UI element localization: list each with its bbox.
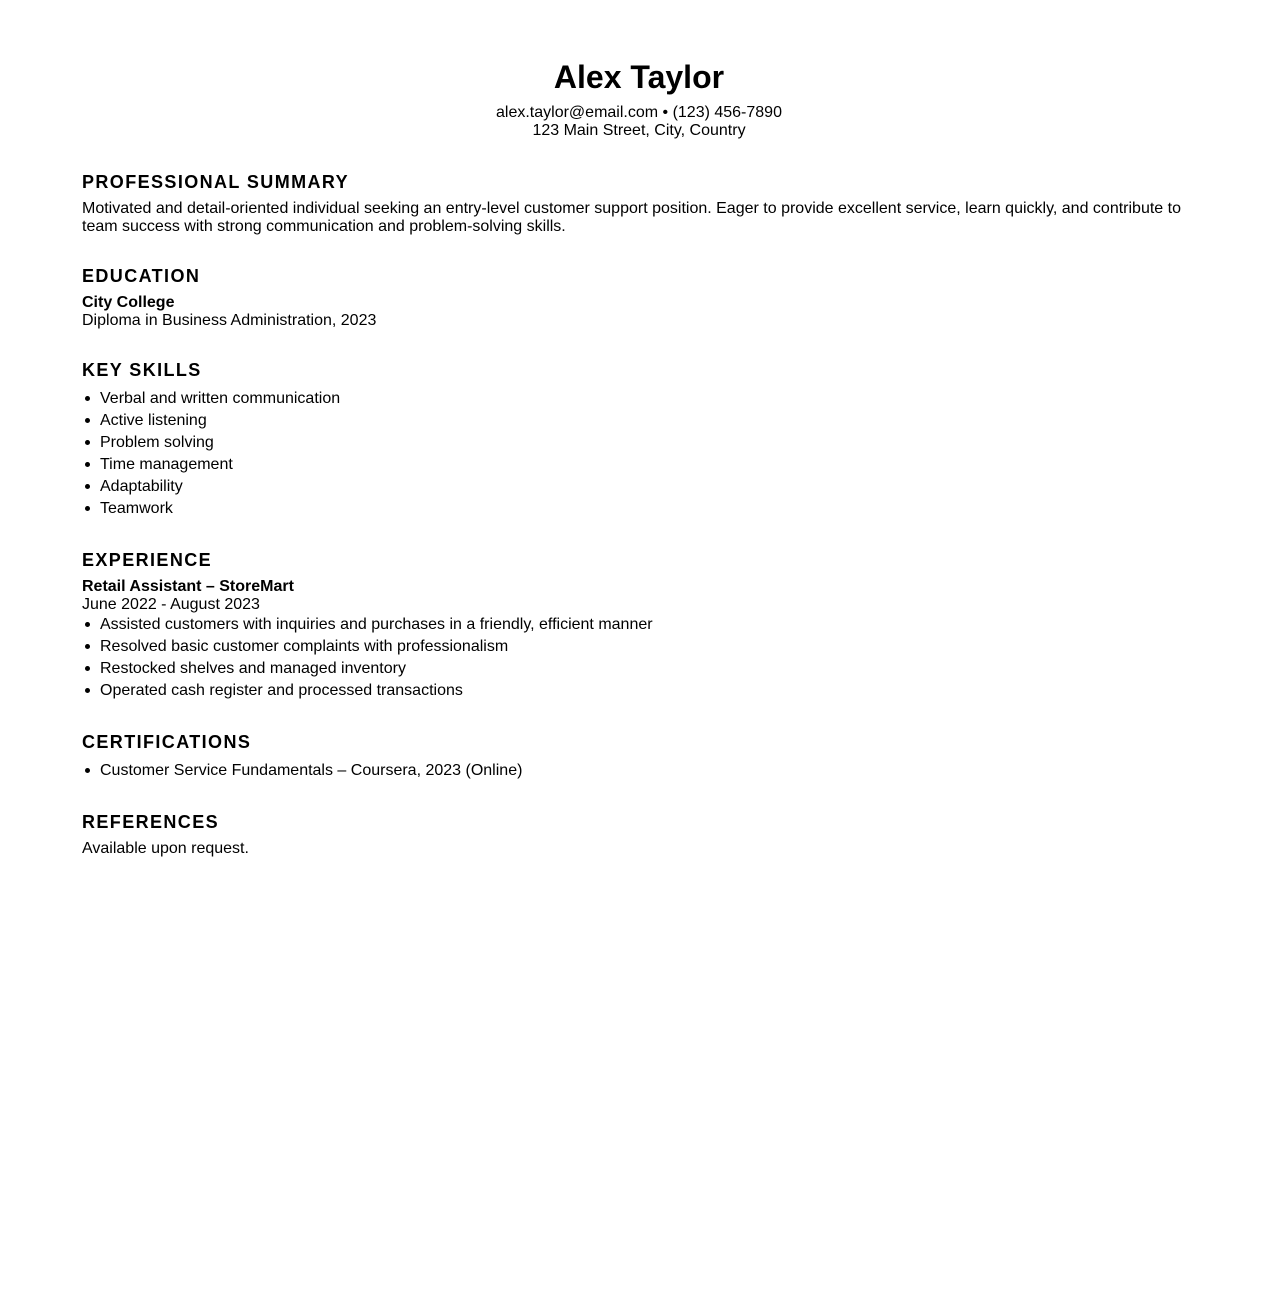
contact-email-phone: alex.taylor@email.com • (123) 456-7890 — [496, 104, 782, 121]
experience-dates: June 2022 - August 2023 — [82, 596, 260, 613]
section-skills — [82, 360, 1196, 520]
experience-role: Retail Assistant – StoreMart — [82, 578, 294, 595]
experience-duty-item: Assisted customers with inquiries and purchases in a friendly, efficient manner — [82, 614, 1196, 636]
candidate-name: Alex Taylor — [553, 59, 725, 95]
section-title-skills: KEY SKILLS — [82, 360, 202, 380]
section-title-certifications: CERTIFICATIONS — [82, 732, 252, 752]
experience-duty-item: Resolved basic customer complaints with professionalism — [82, 636, 1196, 658]
section-title-references: REFERENCES — [82, 812, 220, 832]
skills-list — [82, 388, 1196, 520]
skill-item: Teamwork — [82, 498, 1196, 520]
skill-item: Time management — [82, 454, 1196, 476]
skill-item: Problem solving — [82, 432, 1196, 454]
section-title-experience: EXPERIENCE — [82, 550, 213, 570]
education-school: City College — [82, 294, 175, 311]
skill-item: Verbal and written communication — [82, 388, 1196, 410]
education-degree: Diploma in Business Administration, 2023 — [82, 312, 377, 329]
summary-text: Motivated and detail-oriented individual seeking an entry-level customer support position. Eager to provide excellent service, learn quickly, and contribute to team success with strong communication and problem-solving skills. — [82, 200, 1181, 235]
resume-header — [82, 0, 1196, 140]
section-references — [82, 812, 1196, 858]
experience-duties-list — [82, 614, 1196, 702]
resume-page — [82, 0, 1196, 858]
section-title-education: EDUCATION — [82, 266, 201, 286]
skill-item: Adaptability — [82, 476, 1196, 498]
section-summary — [82, 172, 1196, 236]
section-education — [82, 266, 1196, 330]
references-text: Available upon request. — [82, 840, 249, 857]
section-certifications — [82, 732, 1196, 782]
skill-item: Active listening — [82, 410, 1196, 432]
section-experience — [82, 550, 1196, 702]
contact-address: 123 Main Street, City, Country — [532, 122, 746, 139]
experience-duty-item: Restocked shelves and managed inventory — [82, 658, 1196, 680]
certifications-list — [82, 760, 1196, 782]
section-title-summary: PROFESSIONAL SUMMARY — [82, 172, 350, 192]
experience-duty-item: Operated cash register and processed transactions — [82, 680, 1196, 702]
certification-item: Customer Service Fundamentals – Coursera, 2023 (Online) — [82, 760, 1196, 782]
